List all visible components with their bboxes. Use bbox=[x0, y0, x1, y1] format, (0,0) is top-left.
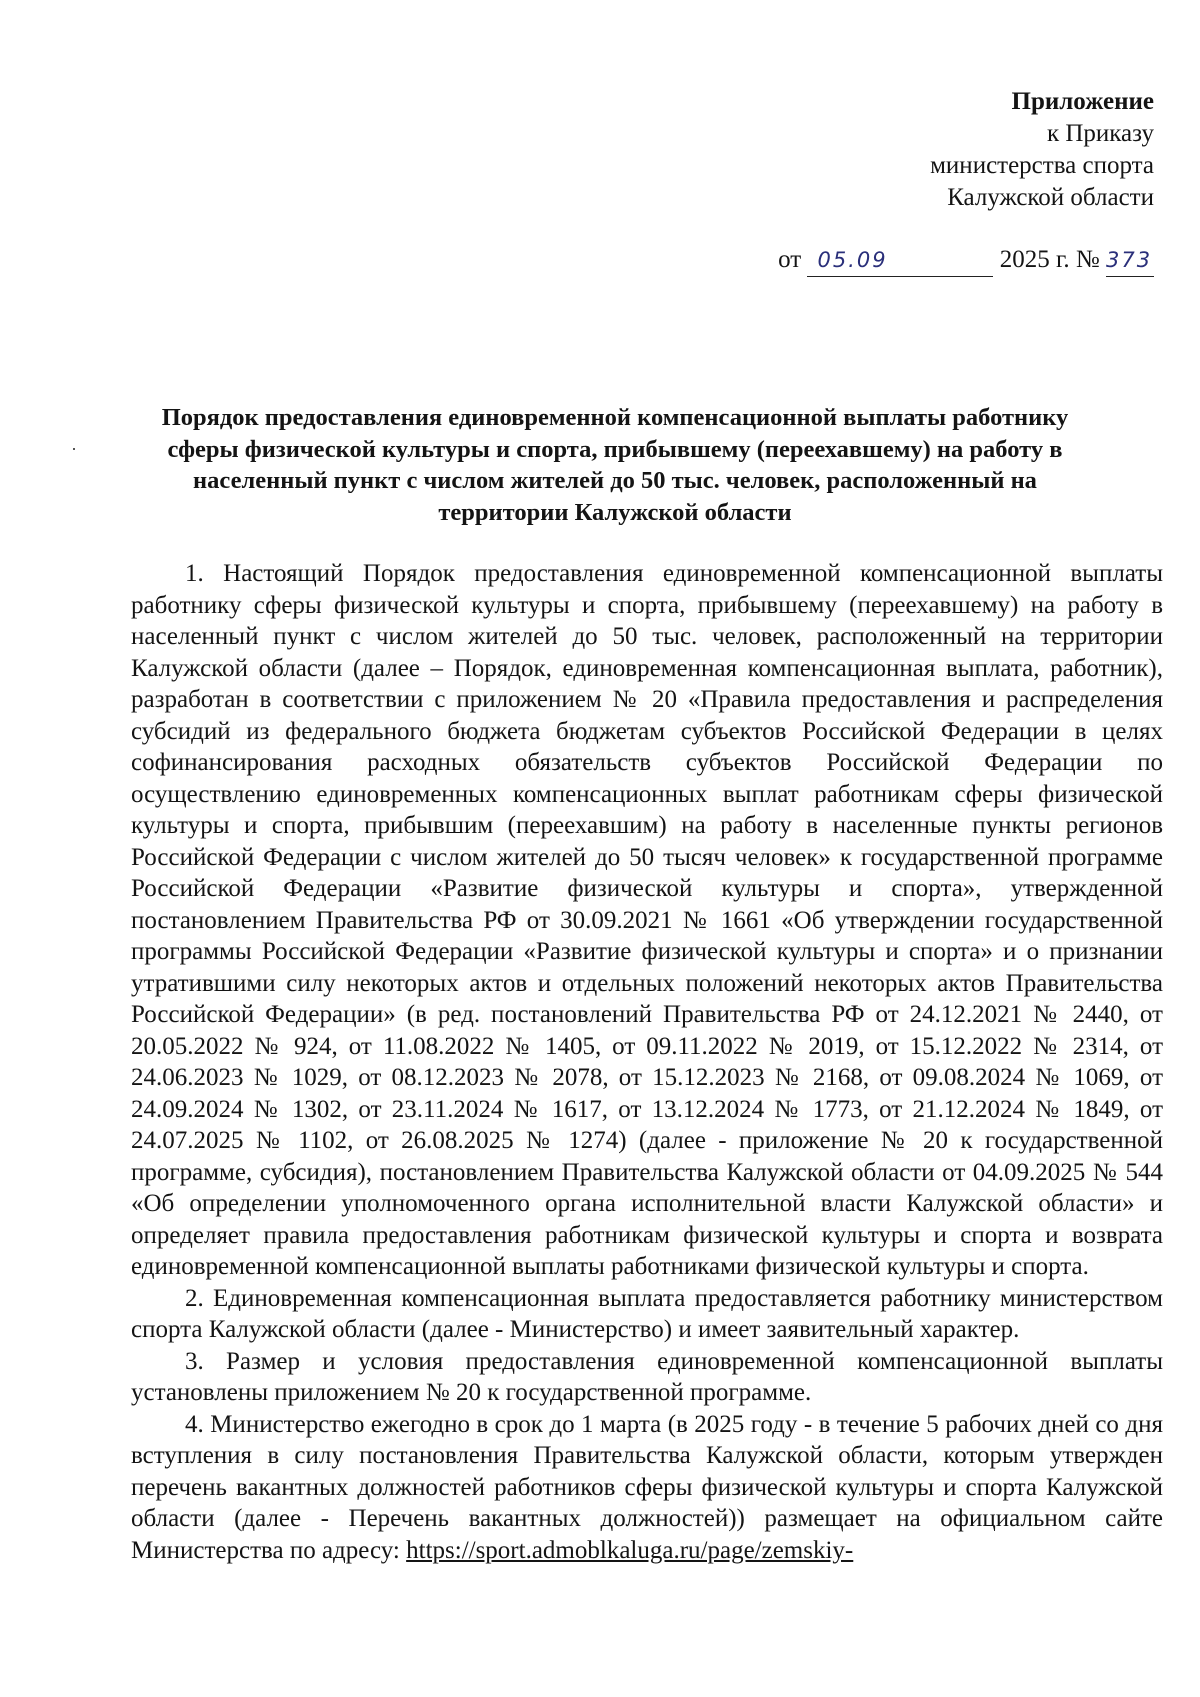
order-date-number-line bbox=[778, 244, 1154, 277]
appendix-line-region: Калужской области bbox=[947, 184, 1154, 211]
document-body bbox=[131, 558, 1163, 1566]
scan-speck bbox=[73, 448, 75, 450]
appendix-line-order: к Приказу bbox=[1046, 120, 1154, 147]
appendix-header bbox=[930, 86, 1154, 214]
paragraph-1: 1. Настоящий Порядок предоставления единовременной компенсационной выплаты работнику сферы физической культуры и спорта, прибывшему (переехавшему) на работу в населенный пункт с числом жителей до 50 тыс. человек, расположенный на территории Калужской области (далее – Порядок, единовременная компенсационная выплата, работник), разработан в соответствии с приложением № 20 «Правила предоставления и распределения субсидий из федерального бюджета бюджетам субъектов Российской Федерации в целях софинансирования расходных обязательств субъектов Российской Федерации по осуществлению единовременных компенсационных выплат работникам сферы физической культуры и спорта, прибывшим (переехавшим) на работу в населенные пункты регионов Российской Федерации с числом жителей до 50 тысяч человек» к государственной программе Российской Федерации «Развитие физической культуры и спорта», утвержденной постановлением Правительства РФ от 30.09.2021 № 1661 «Об утверждении государственной программы Российской Федерации «Развитие физической культуры и спорта» и о признании утратившими силу некоторых актов и отдельных положений некоторых актов Правительства Российской Федерации» (в ред. постановлений Правительства РФ от 24.12.2021 № 2440, от 20.05.2022 № 924, от 11.08.2022 № 1405, от 09.11.2022 № 2019, от 15.12.2022 № 2314, от 24.06.2023 № 1029, от 08.12.2023 № 2078, от 15.12.2023 № 2168, от 09.08.2024 № 1069, от 24.09.2024 № 1302, от 23.11.2024 № 1617, от 13.12.2024 № 1773, от 21.12.2024 № 1849, от 24.07.2025 № 1102, от 26.08.2025 № 1274) (далее - приложение № 20 к государственной программе, субсидия), постановлением Правительства Калужской области от 04.09.2025 № 544 «Об определении уполномоченного органа исполнительной власти Калужской области» и определяет правила предоставления работникам физической культуры и спорта и возврата единовременной компенсационной выплаты работниками физической культуры и спорта. bbox=[131, 560, 1163, 1280]
appendix-line-ministry: министерства спорта bbox=[930, 152, 1154, 179]
paragraph-4 bbox=[131, 1409, 1163, 1567]
paragraph-3: 3. Размер и условия предоставления единовременной компенсационной выплаты установлены приложением № 20 к государственной программе. bbox=[131, 1347, 1163, 1406]
order-from-label: от bbox=[778, 246, 802, 273]
ministry-website-link[interactable]: https://sport.admoblkaluga.ru/page/zemskiy- bbox=[406, 1536, 854, 1564]
appendix-title: Приложение bbox=[1011, 88, 1154, 115]
paragraph-2: 2. Единовременная компенсационная выплата предоставляется работнику министерством спорта Калужской области (далее - Министерство) и имеет заявительный характер. bbox=[131, 1284, 1163, 1343]
paragraph-4-text: 4. Министерство ежегодно в срок до 1 марта (в 2025 году - в течение 5 рабочих дней со дня вступления в силу постановления Правительства Калужской области, которым утвержден перечень вакантных должностей работников сферы физической культуры и спорта Калужской области (далее - Перечень вакантных должностей)) размещает на официальном сайте Министерства по адресу: bbox=[131, 1410, 1163, 1564]
handwritten-order-number: 373 bbox=[1106, 244, 1154, 277]
document-title: Порядок предоставления единовременной компенсационной выплаты работнику сферы физической культуры и спорта, прибывшему (переехавшему) на работу в населенный пункт с числом жителей до 50 тыс. человек, расположенный на территории Калужской области bbox=[161, 404, 1069, 526]
order-year-label: 2025 г. № bbox=[999, 246, 1100, 273]
handwritten-date: 05.09 bbox=[807, 244, 993, 277]
